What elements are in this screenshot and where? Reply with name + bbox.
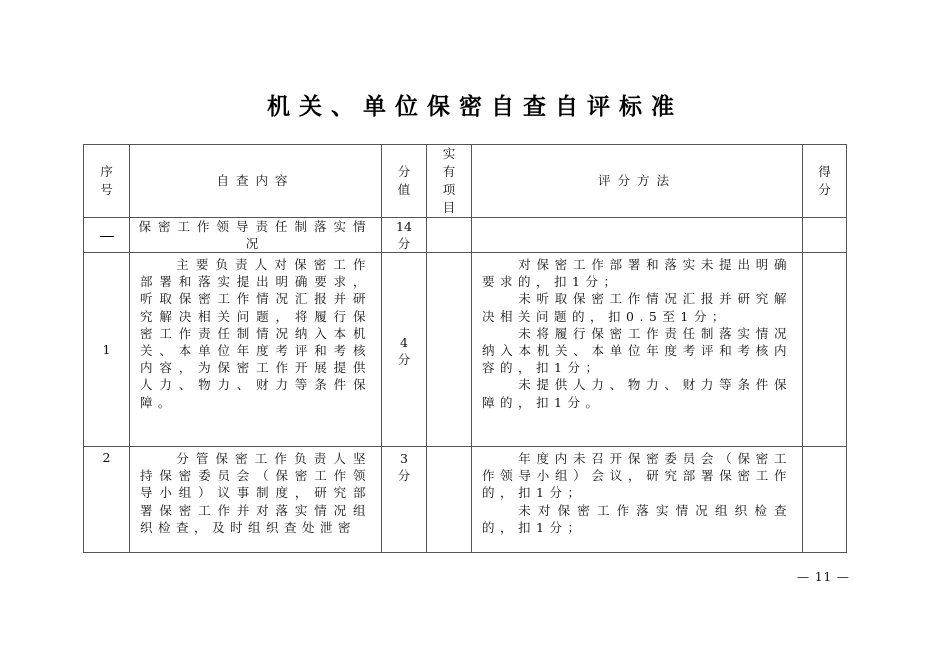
row-content: 分管保密工作负责人坚持保密委员会（保密工作领导小组）议事制度，研究部署保密工作并对落实情况组织检查，及时组织查处泄密 [130,447,382,553]
section-content: 保密工作领导责任制落实情况 [130,218,382,253]
row-no: 1 [84,253,130,447]
row-got [803,253,847,447]
section-row [84,218,847,253]
row-score: 3 分 [382,447,427,553]
row-score: 4 分 [382,253,427,447]
page-title: 机关、单位保密自查自评标准 [267,94,683,120]
section-method [472,218,803,253]
section-actual [427,218,472,253]
table-row [84,447,847,553]
section-got [803,218,847,253]
section-no-mark [100,236,114,237]
table-row [84,253,847,447]
table-header-row [84,145,847,218]
row-got [803,447,847,553]
row-actual [427,253,472,447]
header-no: 序号 [84,145,130,218]
header-got: 得分 [803,145,847,218]
header-content: 自查内容 [130,145,382,218]
row-method: 年度内未召开保密委员会（保密工作领导小组）会议，研究部署保密工作的，扣1分； 未对保密工作落实情况组织检查的，扣1分； [472,447,803,553]
row-content: 主要负责人对保密工作部署和落实提出明确要求，听取保密工作情况汇报并研究解决相关问题，将履行保密工作责任制情况纳入本机关、本单位年度考评和考核内容，为保密工作开展提供人力、物力、财力等条件保障。 [130,253,382,447]
section-no [84,218,130,253]
page-number: — 11 — [797,570,850,584]
header-actual: 实有项目 [427,145,472,218]
standards-table [83,144,847,553]
section-score: 14分 [382,218,427,253]
row-no: 2 [84,447,130,553]
row-actual [427,447,472,553]
header-method: 评分方法 [472,145,803,218]
header-score: 分值 [382,145,427,218]
row-method: 对保密工作部署和落实未提出明确要求的，扣1分； 未听取保密工作情况汇报并研究解决相关问题的，扣0.5至1分； 未将履行保密工作责任制落实情况纳入本机关、本单位年度考评和考核内容的，扣1分； 未提供人力、物力、财力等条件保障的，扣1分。 [472,253,803,447]
